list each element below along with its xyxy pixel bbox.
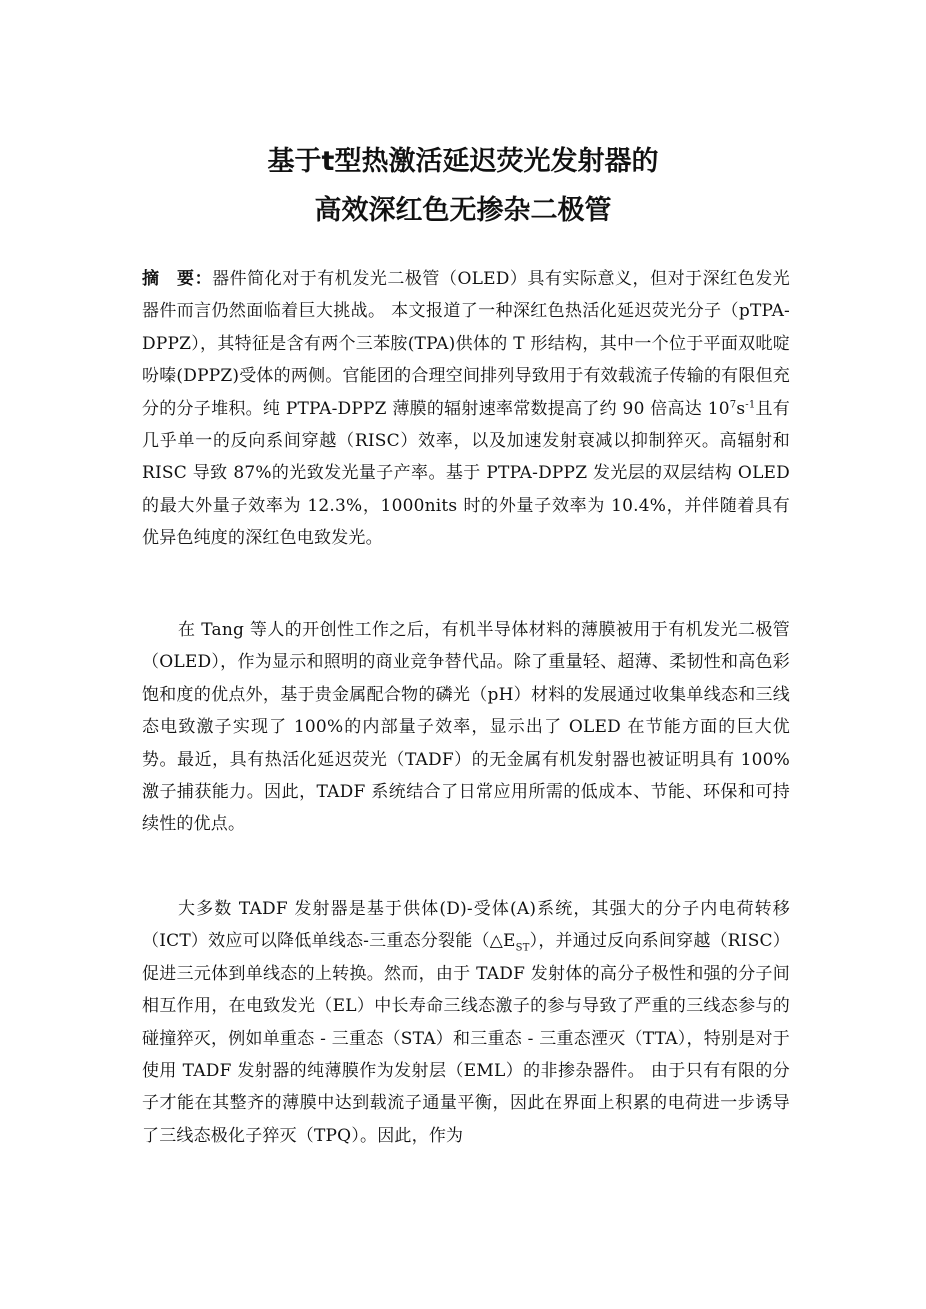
abstract-label: 摘 要： [142, 269, 213, 289]
abstract-text-c: 且有几乎单一的反向系间穿越（RISC）效率，以及加速发射衰减以抑制猝灭。高辐射和 RISC 导致 87%的光致发光量子产率。基于 PTPA-DPPZ 发光层的双层结构 OLED 的最大外量子效率为 12.3%，1000nits 时的外量子效率为 10.4%，并伴随着具有优异色纯度的深红色电致发光。 [142, 398, 790, 549]
abstract-text-b: s [736, 398, 746, 419]
abstract [142, 263, 790, 555]
abstract-text-a: 器件简化对于有机发光二极管（OLED）具有实际意义，但对于深红色发光器件而言仍然面临着巨大挑战。 本文报道了一种深红色热活化延迟荧光分子（pTPA-DPPZ），其特征是含有两个三苯胺(TPA)供体的 T 形结构，其中一个位于平面双吡啶吩嗪(DPPZ)受体的两侧。官能团的合理空间排列导致用于有效载流子传输的有限但充分的分子堆积。纯 PTPA-DPPZ 薄膜的辐射速率常数提高了约 90 倍高达 10 [142, 269, 790, 419]
title-line-1: 基于t型热激活延迟荧光发射器的 [267, 146, 659, 177]
paragraph-2-subscript: ST [515, 942, 530, 954]
abstract-sup-2: -1 [745, 398, 756, 410]
title-line-2: 高效深红色无掺杂二极管 [314, 195, 612, 226]
paragraph-2-text-b: ），并通过反向系间穿越（RISC）促进三元体到单线态的上转换。然而，由于 TADF 发射体的高分子极性和强的分子间相互作用，在电致发光（EL）中长寿命三线态激子的参与导致了严重的三线态参与的碰撞猝灭，例如单重态 - 三重态（STA）和三重态 - 三重态湮灭（TTA），特别是对于使用 TADF 发射器的纯薄膜作为发射层（EML）的非掺杂器件。 由于只有有限的分子才能在其整齐的薄膜中达到载流子通量平衡，因此在界面上积累的电荷进一步诱导了三线态极化子猝灭（TPQ）。因此，作为 [142, 931, 790, 1146]
abstract-sup-1: 7 [729, 398, 737, 410]
body-paragraph-1: 在 Tang 等人的开创性工作之后，有机半导体材料的薄膜被用于有机发光二极管（OLED），作为显示和照明的商业竞争替代品。除了重量轻、超薄、柔韧性和高色彩饱和度的优点外，基于贵金属配合物的磷光（pH）材料的发展通过收集单线态和三线态电致激子实现了 100%的内部量子效率，显示出了 OLED 在节能方面的巨大优势。最近，具有热活化延迟荧光（TADF）的无金属有机发射器也被证明具有 100%激子捕获能力。因此，TADF 系统结合了日常应用所需的低成本、节能、环保和可持续性的优点。 [142, 620, 790, 835]
paragraph-2-text-a: 大多数 TADF 发射器是基于供体(D)-受体(A)系统，其强大的分子内电荷转移（ICT）效应可以降低单线态-三重态分裂能（△E [142, 899, 790, 952]
body-paragraph-2 [142, 893, 790, 1152]
